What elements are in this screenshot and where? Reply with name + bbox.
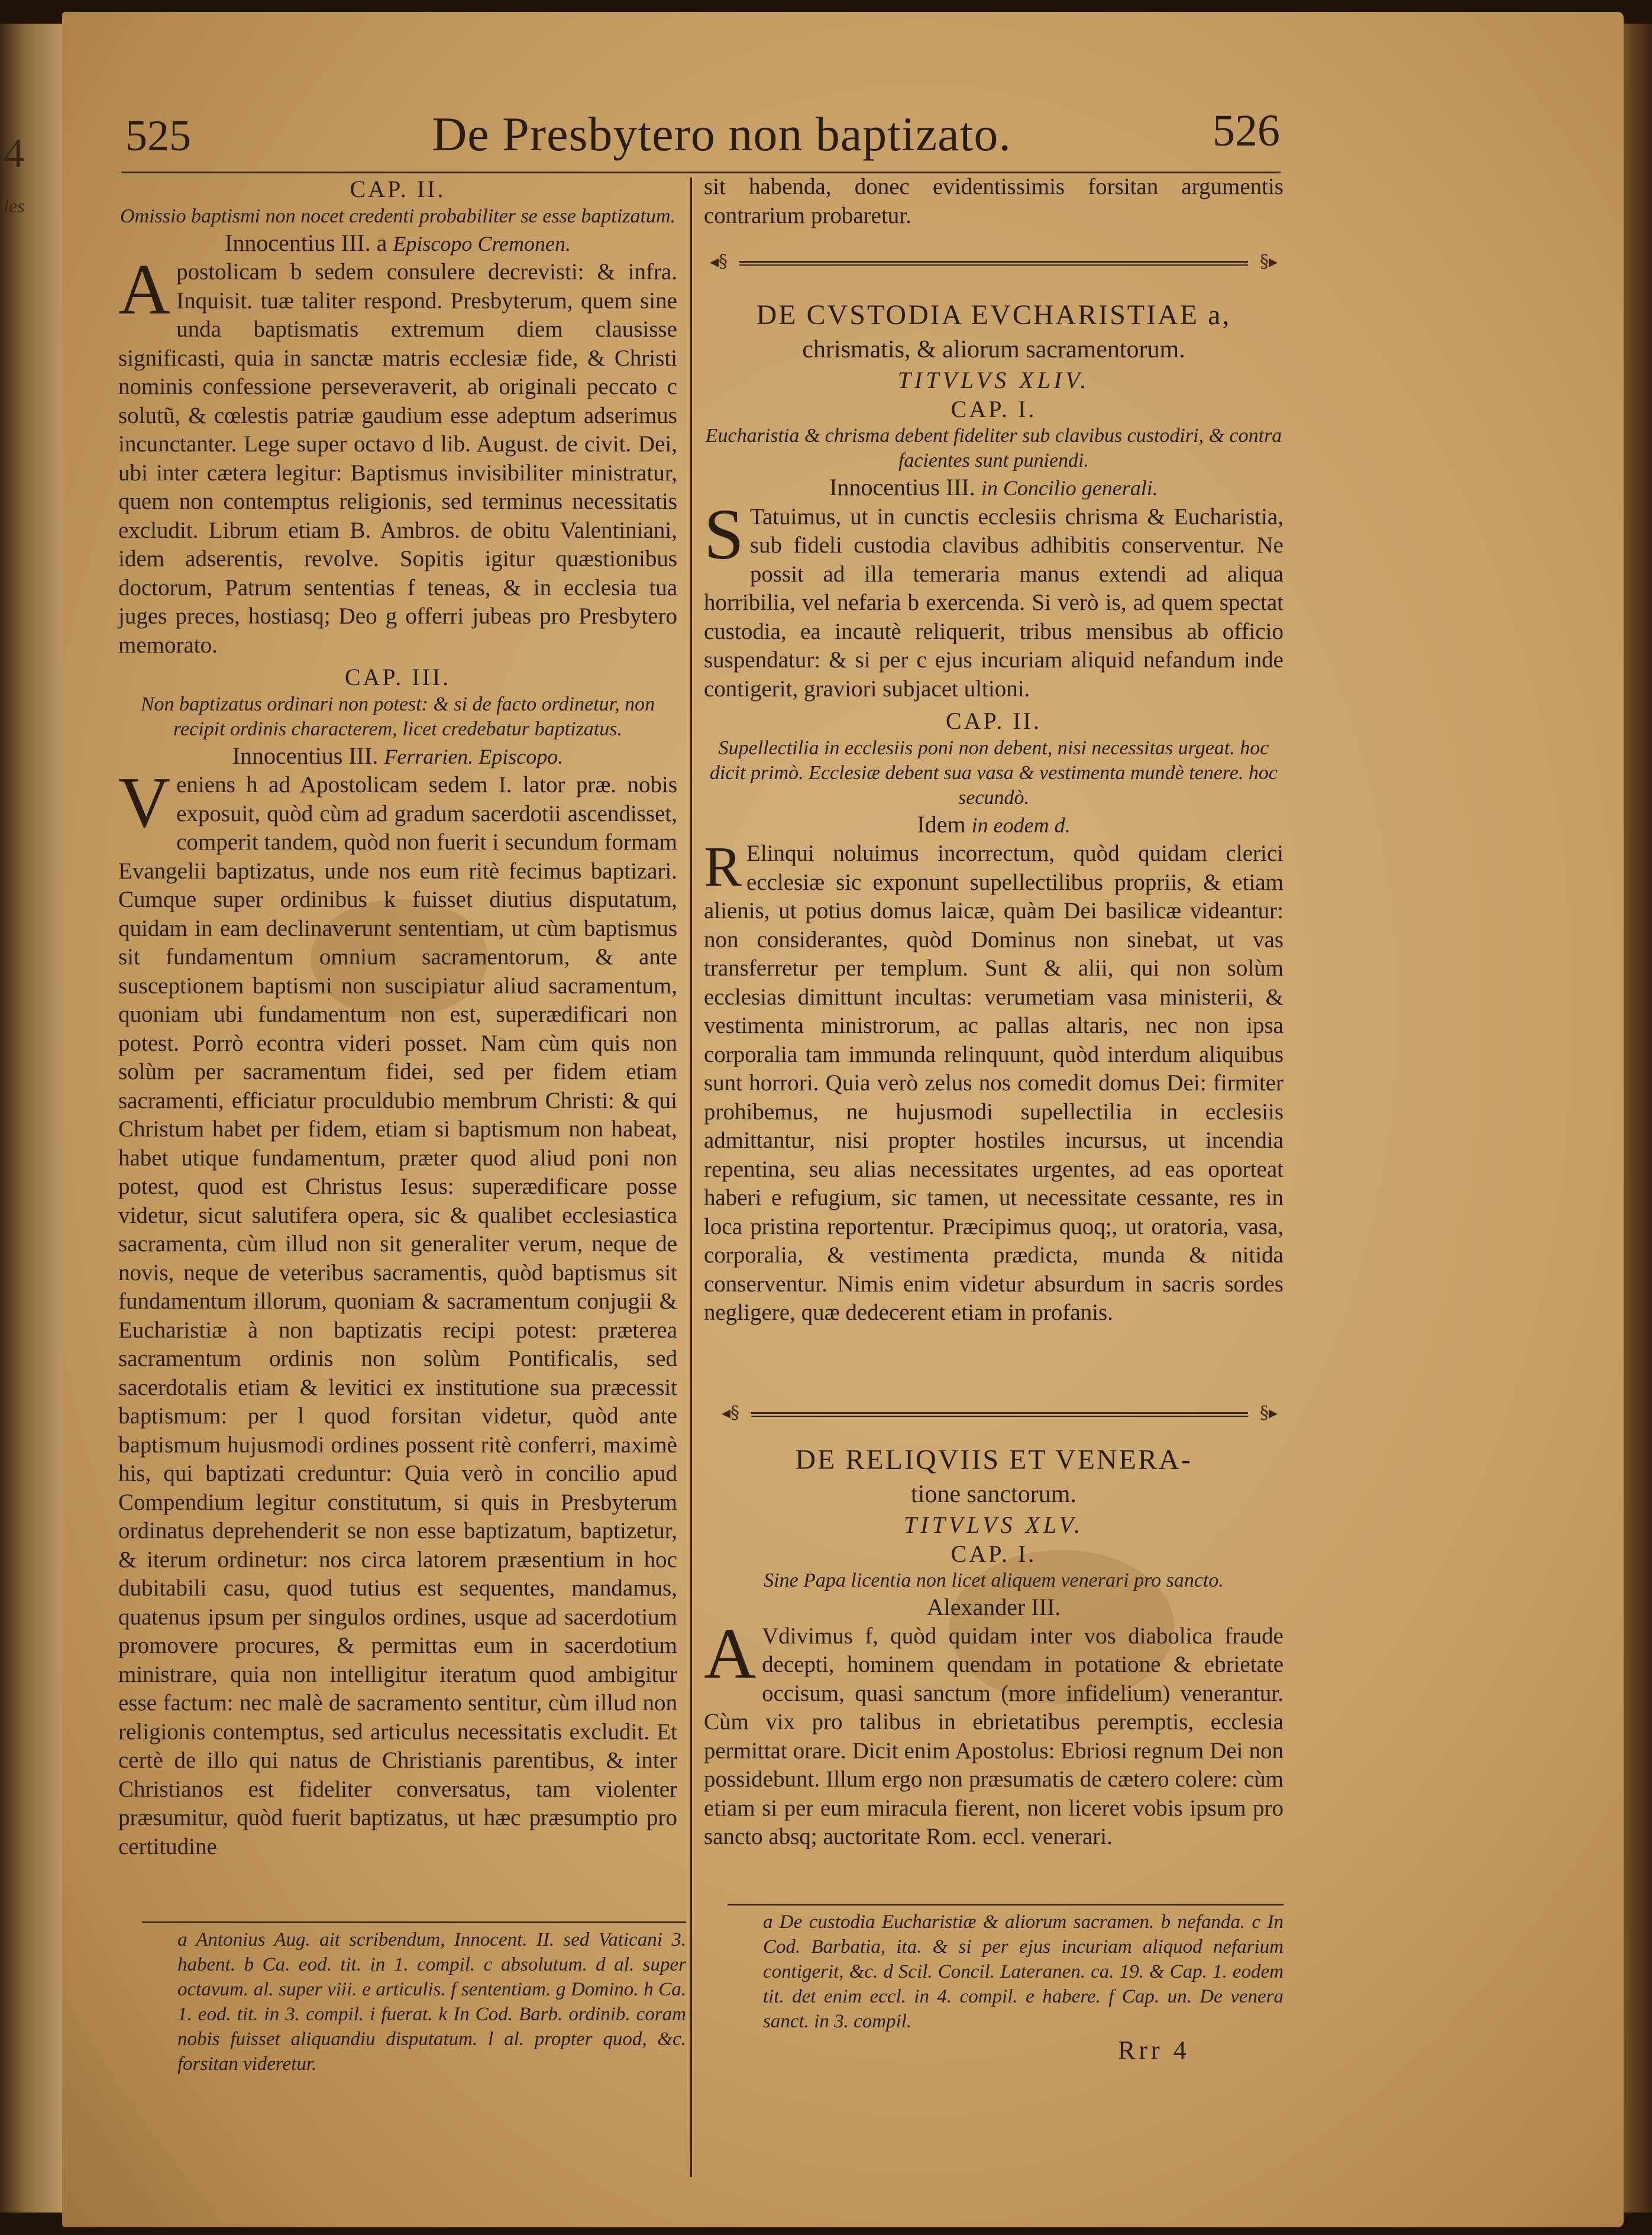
chapter-text: eniens h ad Apostolicam sedem I. lator præ. nobis exposuit, quòd cùm ad gradum sacerdotii ascendisset, comperit tandem, quòd non fuerit i secundum formam Evangelii baptizatus, unde nos eum ritè fecimus baptizari. Cumque super ordinibus k fuisset diutius disputatum, quidam in eam declinaverunt sententiam, ut cùm baptismus sit fundamentum omnium sacramentorum, & ante susceptionem baptismi non suscipiatur aliud sacramentum, quoniam ubi fundamentum non est, superædificari non potest. Porrò econtra videri posset. Nam cùm quis non solùm per sacramentum fidei, sed per fidem etiam sacramenti, efficiatur proculdubio membrum Christi: & qui Christum habet per fidem, etiam si baptismum non habeat, habet utique fundamentum, præter quod aliud poni non potest, quod est Christus Iesus: superædificare posse videtur, sicut salutifera opera, sic & qualibet ecclesiastica sacramenta, cùm illud non sit generaliter verum, neque de novis, neque de veteribus sacramentis, quòd baptismus sit fundamentum illorum, quoniam & sacramentum conjugii & Eucharistiæ à non baptizatis recipi potest: præterea sacramentum ordinis non solùm Pontificalis, sed sacerdotalis etiam & levitici ex institutione sua præcessit baptismum: per l quod forsitan videtur, quòd ante baptismum hujusmodi ordines possent ritè conferri, maximè his, qui baptizati creduntur: Quia verò in concilio apud Compendium legitur constitutum, si quis in Presbyterum ordinatus deprehenderit se non esse baptizatum, baptizetur, & iterum ordinetur: nos circa latorem præsentium in hoc dubitabili casu, quod tutius est sequentes, mandamus, quatenus ipsum per singulos ordines, usque ad sacerdotium promovere procures, & permittas eum in sacerdotium ministrare, quia non intelligitur iteratum quod ambigitur esse factum: nec malè de sacramento sentitur, cùm illud non religionis contemptus, sed articulus necessitatis excludit. Et certè de illo qui natus de Christianis parentibus, & inter Christianos est fideliter conversatus, tam violenter præsumitur, quòd fuerit baptizatus, ut hæc præsumptio pro certitudine xyxy=(118,772,677,1859)
drop-cap: R xyxy=(704,835,742,898)
chapter-heading: CAP. I. xyxy=(951,395,1037,422)
titulus: TITVLVS XLIV. xyxy=(897,367,1090,393)
chapter-text: Tatuimus, ut in cunctis ecclesiis chrisma & Eucharistia, sub fideli custodia clavibus adhibitis conserventur. Ne possit ad illa temeraria manus extendi ad aliqua horribilia, vel nefaria b exercenda. Si verò is, ad quem spectat custodia, ea incautè reliquerit, tribus mensibus ab officio suspendatur: & si per c ejus incuriam aliquid nefandum inde contigerit, graviori subjacet ultioni. xyxy=(704,503,1284,702)
page-number-right: 526 xyxy=(1213,106,1280,156)
chapter-author xyxy=(704,473,1284,503)
footnotes-right xyxy=(763,1910,1284,2034)
author-name: Alexander III. xyxy=(926,1594,1061,1620)
footnote-rule-right xyxy=(728,1904,1284,1905)
chapter-heading: CAP. II. xyxy=(350,176,446,202)
margin-fragment-text: les xyxy=(4,195,25,217)
title-subheading: tione sanctorum. xyxy=(911,1481,1076,1508)
chapter-body xyxy=(118,250,677,660)
chapter-heading: CAP. III. xyxy=(344,664,451,690)
page-number-left: 525 xyxy=(125,112,191,160)
chapter-author xyxy=(704,1593,1284,1622)
chapter-body xyxy=(704,835,1284,1328)
author-addressee: in Concilio generali. xyxy=(981,476,1158,500)
right-column xyxy=(704,173,1284,230)
footnote-text: a De custodia Eucharistiæ & aliorum sacramen. b nefanda. c In Cod. Barbatia, ita. & si per ejus incuriam aliquod nefarium contigerit, &c. d Scil. Concil. Lateranen. ca. 19. & Cap. 1. eodem tit. det enim eccl. in 4. compil. e habere. f Cap. un. De venera sanct. in 3. compil. xyxy=(763,1911,1284,2032)
margin-fragment-number: 4 xyxy=(4,131,24,176)
signature-mark: Rrr 4 xyxy=(1118,2036,1190,2065)
title-heading: DE CVSTODIA EVCHARISTIAE a, xyxy=(756,299,1231,331)
chapter-text: Elinqui noluimus incorrectum, quòd quidam clerici ecclesiæ sic exponunt supellectilibus propriis, & etiam alienis, ut potius domus laicæ, quàm Dei basilicæ videantur: non considerantes, quòd Dominus non sinebat, ut vas transferretur per templum. Sunt & alii, qui non solùm ecclesias dimittunt incultas: verumetiam vasa ministerii, & vestimenta ministrorum, ac pallas altaris, nec non ipsa corporalia tam immunda relinquunt, quòd interdum aliquibus sunt horrori. Quia verò zelus nos comedit domus Dei: firmiter prohibemus, ne hujusmodi supellectilia in ecclesiis admittantur, nisi propter hostiles incursus, ut incendia repentina, seu alias necessitates urgentes, ad eas oporteat haberi e refugium, sic tamen, ut necessitate cessante, res in loca pristina reportentur. Præcipimus quoq;, ut oratoria, vasa, corporalia, & vestimenta prædicta, munda & nitida conserventur. Nimis enim videtur absurdum in sacris sordes negligere, quæ dedecerent etiam in profanis. xyxy=(704,841,1284,1325)
author-name: Innocentius III. a xyxy=(225,229,387,256)
author-name: Innocentius III. xyxy=(829,474,975,500)
chapter-author xyxy=(118,742,677,771)
right-column-title-45 xyxy=(704,1443,1284,1852)
ornamental-rule: ◂§ §▸ xyxy=(710,251,1278,272)
author-addressee: Ferrarien. Episcopo. xyxy=(384,744,564,768)
drop-cap: V xyxy=(118,763,171,842)
chapter-heading: CAP. II. xyxy=(945,708,1042,734)
chapter-summary: Eucharistia & chrisma debent fideliter sub clavibus custodiri, & contra facientes sunt puniendi. xyxy=(705,425,1282,471)
chapter-author xyxy=(118,229,677,259)
chapter-heading: CAP. I. xyxy=(951,1540,1037,1567)
title-heading: DE RELIQVIIS ET VENERA- xyxy=(795,1444,1192,1475)
continuation-text: sit habenda, donec evidentissimis forsitan argumentis contrarium probaretur. xyxy=(704,174,1284,228)
drop-cap: A xyxy=(118,250,171,330)
chapter-summary: Omissio baptismi non nocet credenti probabiliter se esse baptizatum. xyxy=(119,205,676,227)
chapter-text: Vdivimus f, quòd quidam inter vos diabolica fraude decepti, hominem quendam in potatione & ebrietate occisum, quasi sanctum (more infidelium) venerantur. Cùm vix pro talibus in ebrietatibus peremptis, ecclesia permittat orare. Dicit enim Apostolus: Ebriosi regnum Dei non possidebunt. Illum ergo non præsumatis de cætero colere: cùm etiam si per eum miracula fierent, non liceret vobis ipsum pro sancto absq; auctoritate Rom. eccl. venerari. xyxy=(704,1623,1284,1849)
ornamental-rule: ◂§ §▸ xyxy=(722,1403,1278,1423)
footnote-text: a Antonius Aug. ait scribendum, Innocent. II. sed Vaticani 3. habent. b Ca. eod. tit. in 1. compil. c absolutum. d al. super octavum. al. super viii. e articulis. f sententiam. g Domino. h Ca. 1. eod. tit. in 3. compil. i fuerat. k In Cod. Barb. ordinib. coram nobis fuisset aliquandiu disputatum. l al. propter quod, &c. forsitan videretur. xyxy=(177,1929,686,2075)
chapter-summary: Non baptizatus ordinari non potest: & si de facto ordinetur, non recipit ordinis characterem, licet credebatur baptizatus. xyxy=(140,693,655,740)
chapter-body xyxy=(118,763,677,1861)
chapter-body xyxy=(704,1613,1284,1852)
drop-cap: S xyxy=(704,494,744,574)
footnote-rule-left xyxy=(142,1921,686,1923)
chapter-body xyxy=(704,494,1284,704)
titulus: TITVLVS XLV. xyxy=(904,1511,1084,1538)
chapter-summary: Supellectilia in ecclesiis poni non debent, nisi necessitas urgeat. hoc dicit primò. Ecclesiæ debent sua vasa & vestimenta mundè tenere. hoc secundò. xyxy=(710,737,1278,809)
author-addressee: in eodem d. xyxy=(971,813,1071,837)
left-column xyxy=(118,175,677,1861)
title-subheading: chrismatis, & aliorum sacramentorum. xyxy=(802,336,1185,363)
right-column-title-44 xyxy=(704,299,1284,1328)
chapter-summary: Sine Papa licentia non licet aliquem venerari pro sancto. xyxy=(764,1569,1224,1591)
chapter-text: postolicam b sedem consulere decrevisti: & infra. Inquisit. tuæ taliter respond. Presbyterum, quem sine unda baptismatis extremum diem clausisse significasti, quia in sanctæ matris ecclesiæ fide, & Christi nominis confessione perseveraverit, ab originali peccato c solutũ, & cœlestis patriæ gaudium esse adeptum adserimus incunctanter. Lege super octavo d lib. August. de civit. Dei, ubi inter cætera legitur: Baptismus invisibiliter ministratur, quem non contemptus religionis, sed terminus necessitatis excludit. Librum etiam B. Ambros. de obitu Valentiniani, idem adserentis, revolve. Sopitis igitur quæstionibus doctorum, Patrum sententias f teneas, & in ecclesia tua juges preces, hostiasq; Deo g offerri jubeas pro Presbytero memorato. xyxy=(118,259,677,658)
author-name: Idem xyxy=(917,810,966,838)
footnotes-left xyxy=(177,1927,686,2076)
drop-cap: A xyxy=(704,1613,757,1694)
author-addressee: Episcopo Cremonen. xyxy=(393,231,571,256)
column-divider xyxy=(690,177,692,2177)
running-title: De Presbytero non baptizato. xyxy=(432,107,1011,161)
author-name: Innocentius III. xyxy=(232,742,379,769)
previous-page-edge xyxy=(0,24,62,2213)
chapter-author xyxy=(704,810,1284,840)
